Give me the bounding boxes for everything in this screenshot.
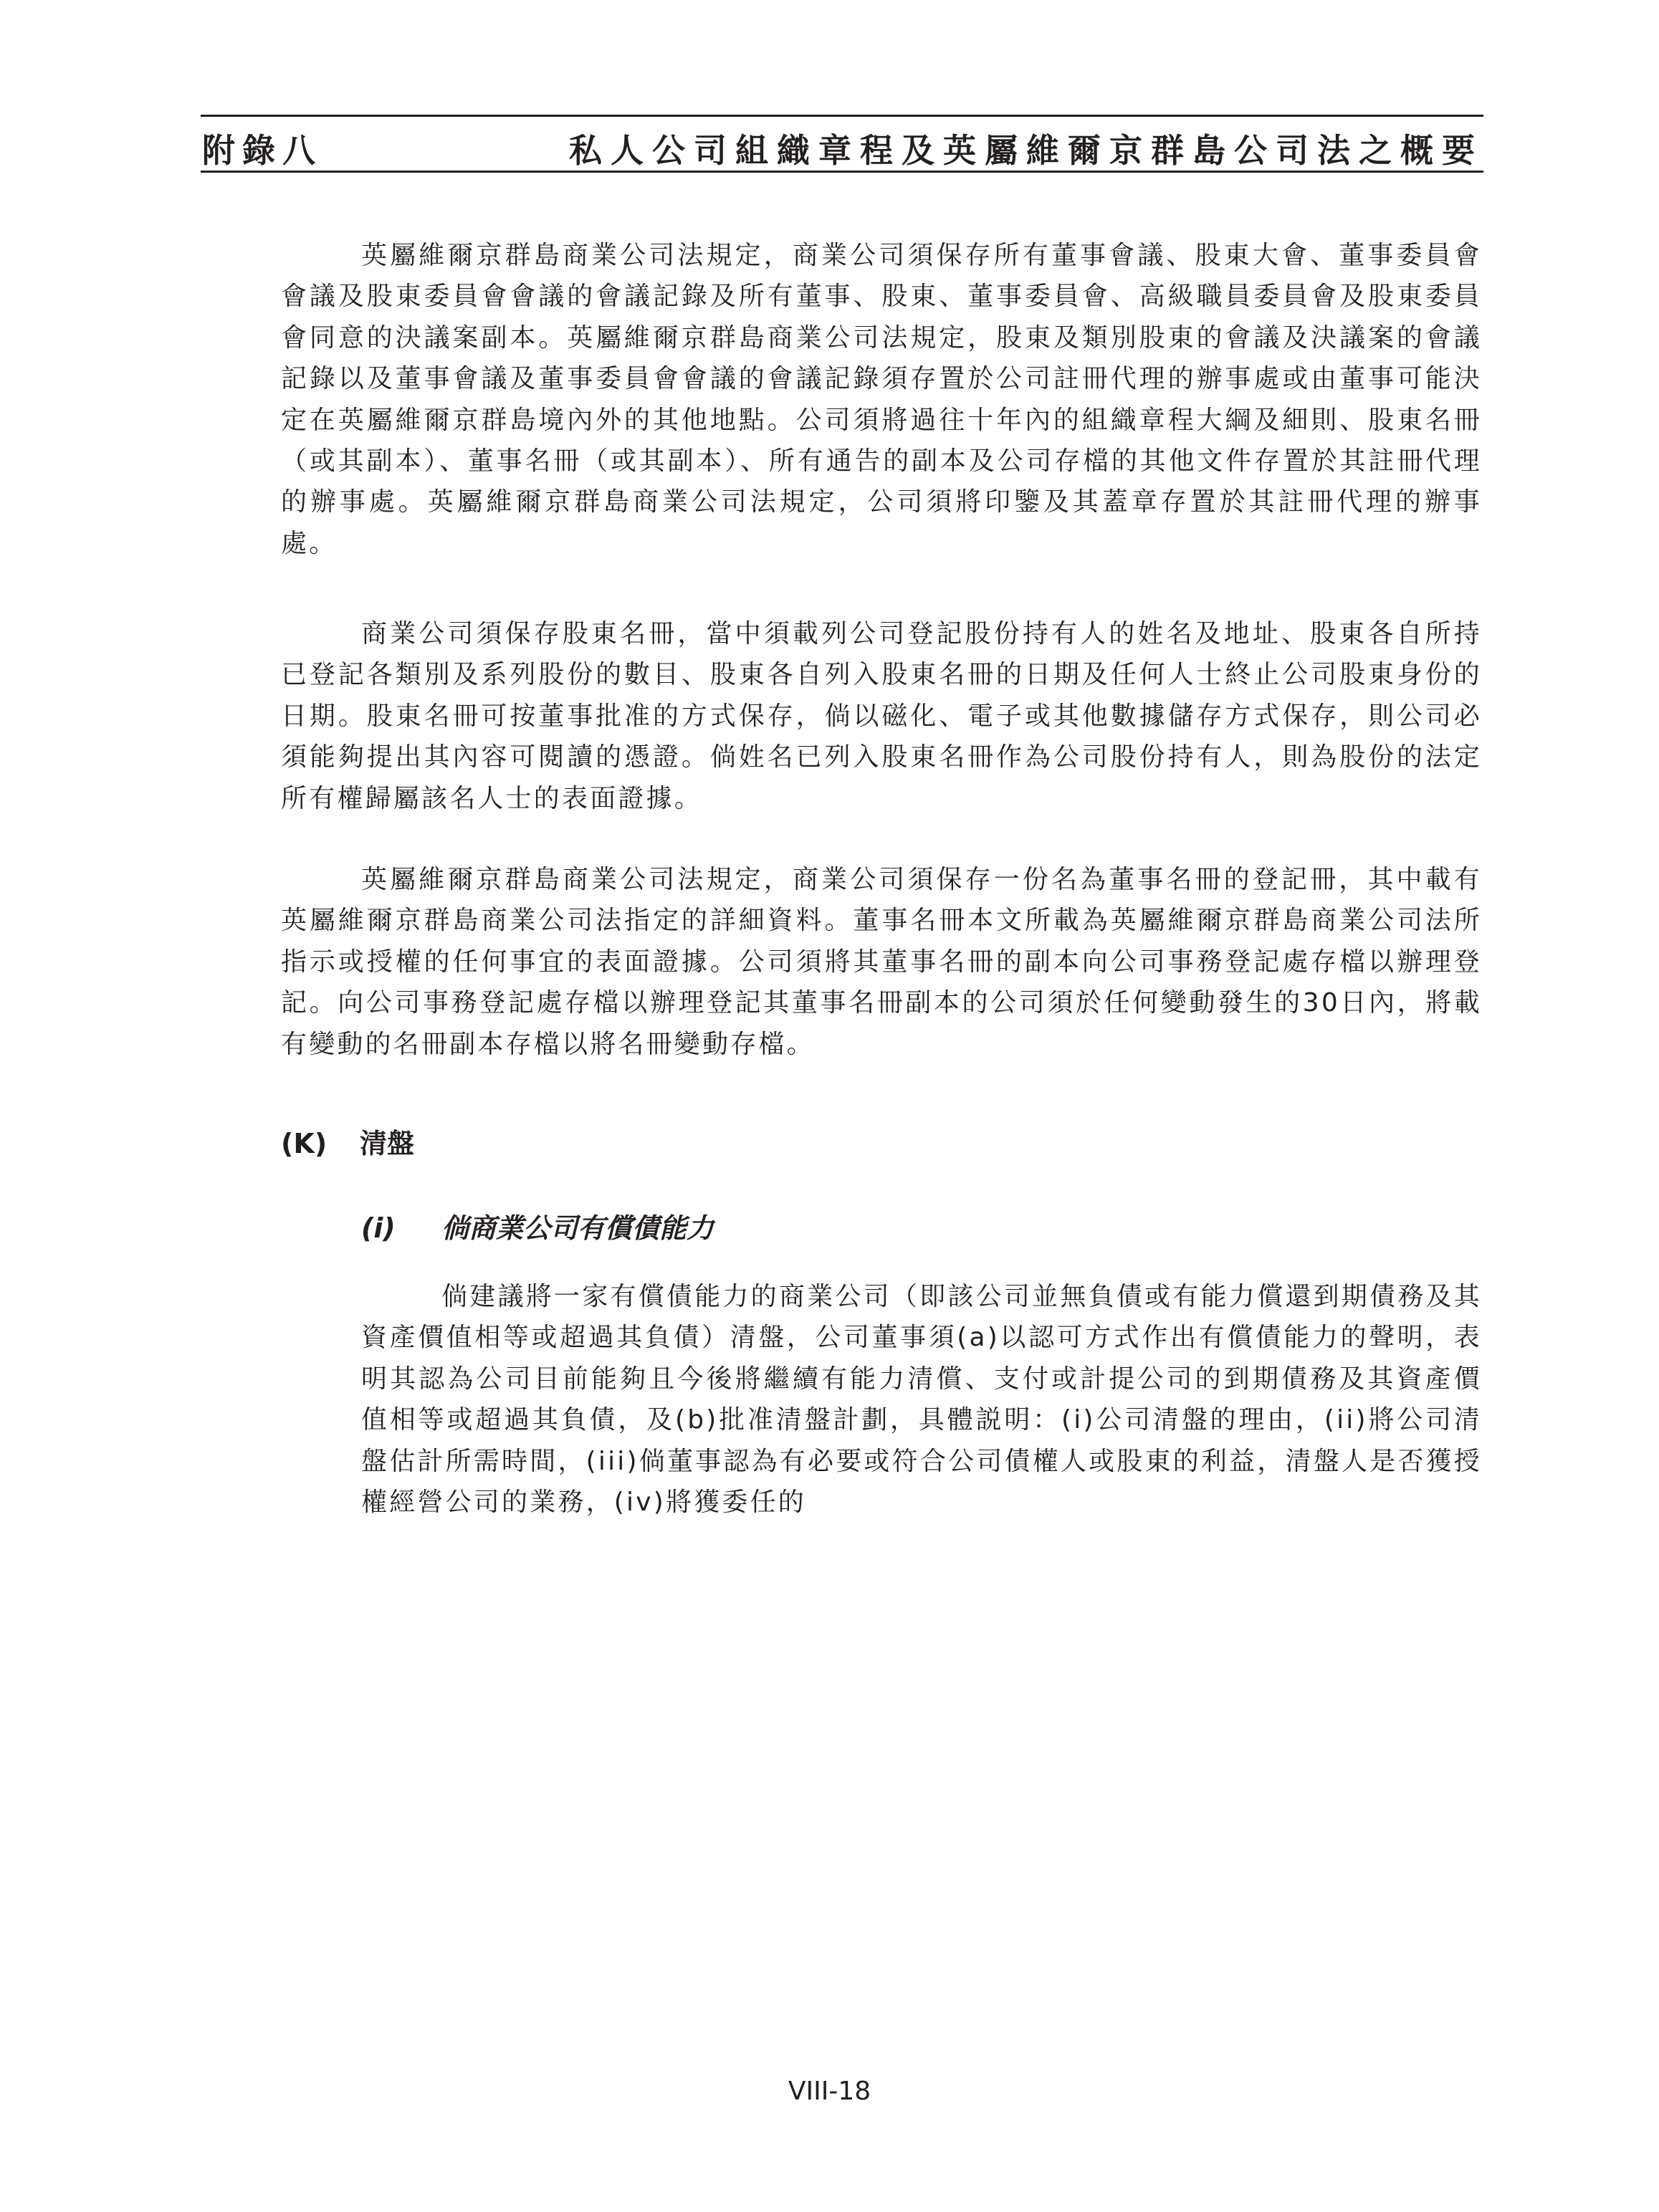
subsection-heading-solvent — [361, 1206, 714, 1245]
paragraph-minutes-records: 英屬維爾京群島商業公司法規定，商業公司須保存所有董事會議、股東大會、董事委員會會議及股東委員會會議的會議記錄及所有董事、股東、董事委員會、高級職員委員會及股東委員會同意的決議案副本。英屬維爾京群島商業公司法規定，股東及類別股東的會議及決議案的會議記錄以及董事會議及董事委員會會議的會議記錄須存置於公司註冊代理的辦事處或由董事可能決定在英屬維爾京群島境內外的其他地點。公司須將過往十年內的組織章程大綱及細則、股東名冊（或其副本）、董事名冊（或其副本）、所有通告的副本及公司存檔的其他文件存置於其註冊代理的辦事處。英屬維爾京群島商業公司法規定，公司須將印鑒及其蓋章存置於其註冊代理的辦事處。 — [281, 241, 1482, 558]
paragraph-register-of-directors: 英屬維爾京群島商業公司法規定，商業公司須保存一份名為董事名冊的登記冊，其中載有英屬維爾京群島商業公司法指定的詳細資料。董事名冊本文所載為英屬維爾京群島商業公司法所指示或授權的任何事宜的表面證據。公司須將其董事名冊的副本向公司事務登記處存檔以辦理登記。向公司事務登記處存檔以辦理登記其董事名冊副本的公司須於任何變動發生的30日內，將載有變動的名冊副本存檔以將名冊變動存檔。 — [281, 865, 1482, 1059]
header-top-rule — [201, 115, 1483, 117]
section-title: 清盤 — [360, 1128, 415, 1159]
page-number: VIII-18 — [788, 2077, 871, 2106]
subsection-title: 倘商業公司有償債能力 — [441, 1212, 714, 1244]
appendix-label: 附錄八 — [202, 131, 322, 170]
header-bottom-rule — [201, 171, 1483, 173]
subsection-number: (i) — [361, 1212, 396, 1244]
section-number: (K) — [281, 1128, 328, 1159]
section-heading-winding-up — [281, 1121, 414, 1161]
paragraph-register-of-members: 商業公司須保存股東名冊，當中須載列公司登記股份持有人的姓名及地址、股東各自所持已登記各類別及系列股份的數目、股東各自列入股東名冊的日期及任何人士終止公司股東身份的日期。股東名冊可按董事批准的方式保存，倘以磁化、電子或其他數據儲存方式保存，則公司必須能夠提出其內容可閱讀的憑證。倘姓名已列入股東名冊作為公司股份持有人，則為股份的法定所有權歸屬該名人士的表面證據。 — [281, 619, 1482, 813]
page-header — [201, 115, 1483, 172]
appendix-title: 私人公司組織章程及英屬維爾京群島公司法之概要 — [569, 131, 1483, 170]
paragraph-solvent-winding-up: 倘建議將一家有償債能力的商業公司（即該公司並無負債或有能力償還到期債務及其資產價值相等或超過其負債）清盤，公司董事須(a)以認可方式作出有償債能力的聲明，表明其認為公司目前能夠且今後將繼續有能力清償、支付或計提公司的到期債務及其資產價值相等或超過其負債，及(b)批准清盤計劃，具體説明：(i)公司清盤的理由，(ii)將公司清盤估計所需時間，(iii)倘董事認為有必要或符合公司債權人或股東的利益，清盤人是否獲授權經營公司的業務，(iv)將獲委任的 — [361, 1282, 1482, 1518]
